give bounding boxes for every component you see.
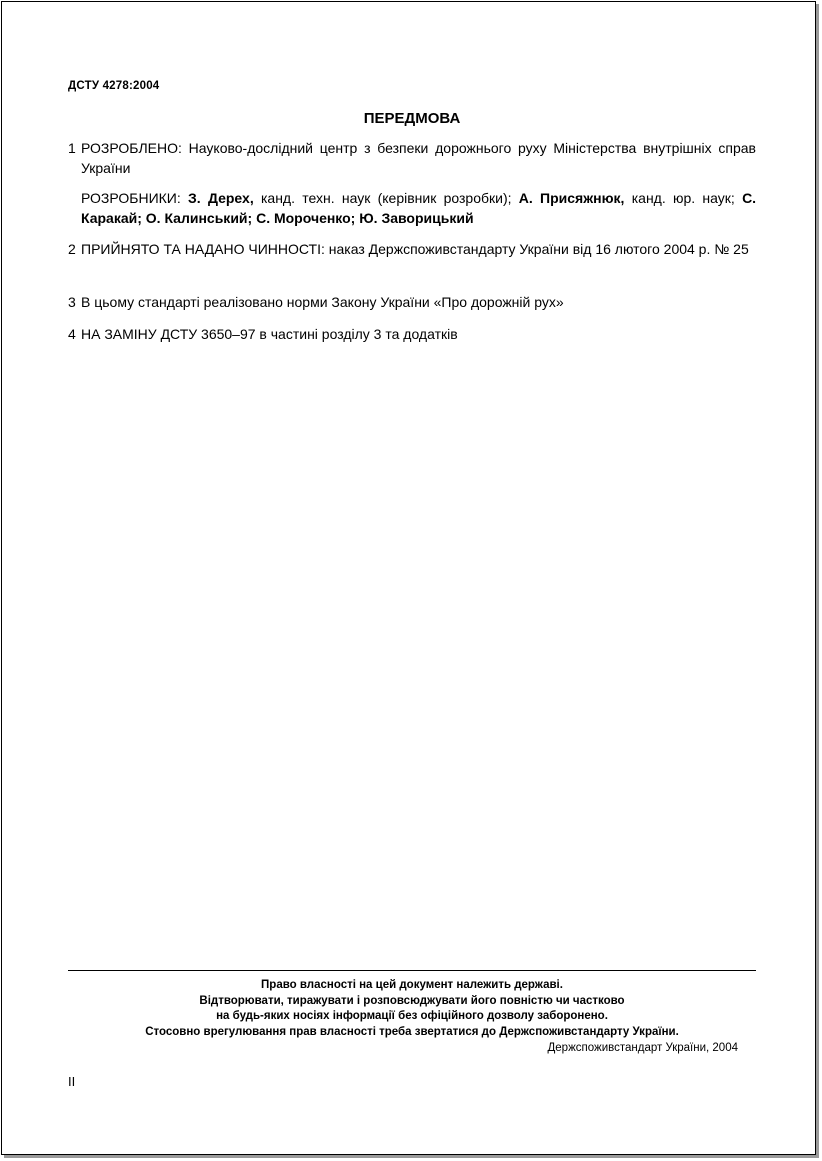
item-text: ДСТУ 3650–97 в частині розділу 3 та додатків xyxy=(160,326,458,342)
notice-line: Відтворювати, тиражувати і розповсюджувати його повністю чи частково xyxy=(199,994,625,1007)
notice-line: Стосовно врегулювання прав власності треба звертатися до Держспоживстандарту України. xyxy=(145,1025,679,1038)
preface-item-adopted xyxy=(68,239,756,259)
document-code: ДСТУ 4278:2004 xyxy=(68,80,160,92)
preface-item-developed xyxy=(68,138,756,178)
document-page xyxy=(1,1,816,1155)
item-label: ПРИЙНЯТО ТА НАДАНО ЧИННОСТІ: xyxy=(81,241,325,257)
item-body xyxy=(81,324,756,344)
copyright-line: Держспоживстандарт України, 2004 xyxy=(547,1042,738,1054)
notice-line: на будь-яких носіях інформації без офіційного дозволу заборонено. xyxy=(216,1010,608,1022)
item-body xyxy=(81,138,756,178)
footer-divider xyxy=(68,970,756,971)
item-number: 3 xyxy=(68,294,76,310)
developers-body xyxy=(81,188,756,228)
developer-name: А. Присяжнюк, xyxy=(518,190,625,206)
page-number: II xyxy=(68,1074,76,1089)
ownership-notice xyxy=(68,978,756,1040)
developer-role: канд. техн. наук (керівник розробки); xyxy=(260,190,512,206)
developers-label: РОЗРОБНИКИ: xyxy=(81,190,181,206)
item-body xyxy=(81,239,756,259)
item-text: наказ Держспоживстандарту України від 16 лютого 2004 р. № 25 xyxy=(328,241,749,257)
item-label: НА ЗАМІНУ xyxy=(81,326,157,342)
preface-item-replaces xyxy=(68,324,756,344)
developer-names-list: С. Каракай; О. Калинський; С. Мороченко; Ю. Заворицький xyxy=(81,190,757,226)
notice-line: Право власності на цей документ належить державі. xyxy=(261,979,563,991)
item-body xyxy=(81,292,756,312)
item-text: В цьому стандарті реалізовано норми Закону України «Про дорожній рух» xyxy=(81,294,564,310)
item-number: 2 xyxy=(68,241,76,257)
developer-name: З. Дерех, xyxy=(188,190,254,206)
item-number: 1 xyxy=(68,140,76,156)
item-number: 4 xyxy=(68,326,76,342)
item-label: РОЗРОБЛЕНО: xyxy=(81,140,182,156)
developer-role: канд. юр. наук; xyxy=(631,190,735,206)
page-title: ПЕРЕДМОВА xyxy=(363,110,461,127)
preface-item-developers xyxy=(68,188,756,228)
preface-item-implements xyxy=(68,292,756,312)
item-text: Науково-дослідний центр з безпеки дорожнього руху Міністерства внутрішніх справ України xyxy=(81,140,756,176)
